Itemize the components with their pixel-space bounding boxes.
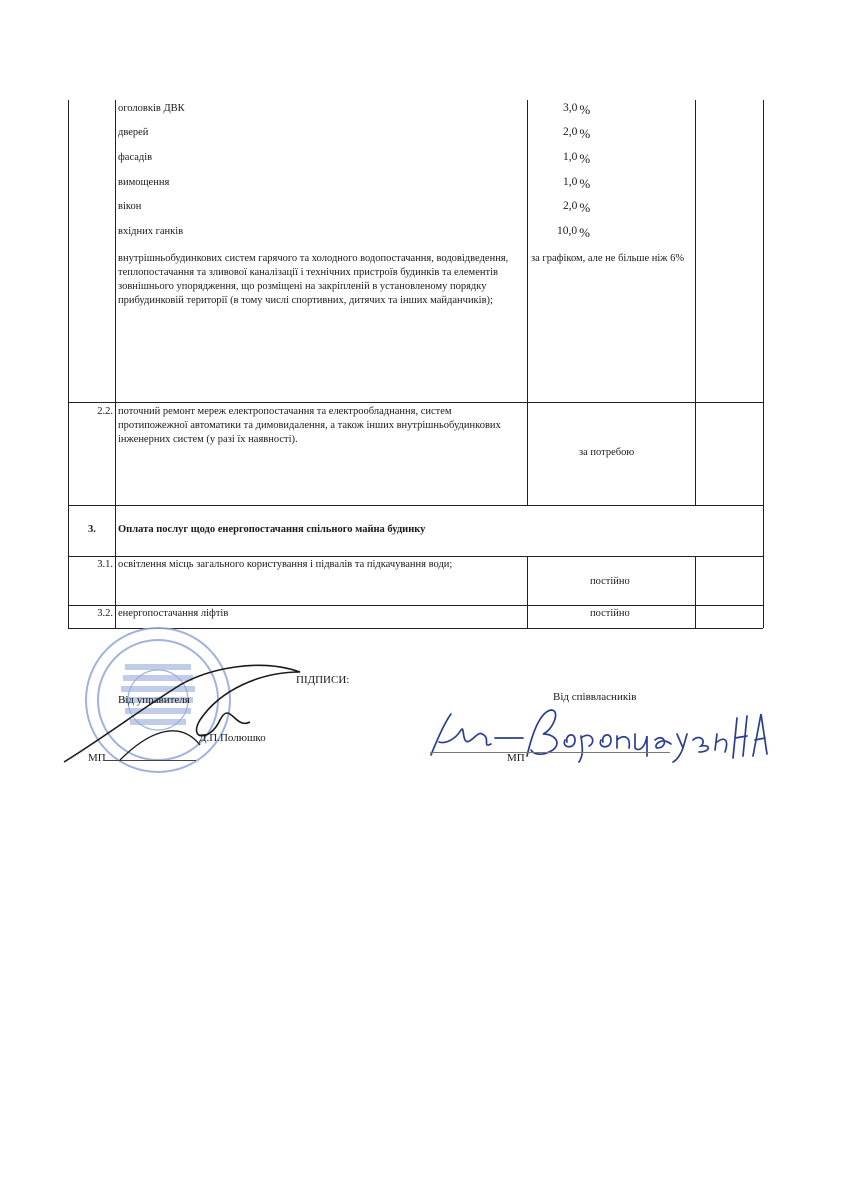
- item-value-number: 2,0: [563, 200, 578, 212]
- row-number: 3.1.: [97, 559, 113, 570]
- row-line: [68, 605, 763, 606]
- item-label: вікон: [118, 201, 142, 212]
- item-value-number: 1,0: [563, 176, 578, 188]
- row-value: постійно: [590, 576, 630, 587]
- item-value-unit: %: [579, 176, 591, 191]
- row-text: поточний ремонт мереж електропостачання та електрообладнання, систем протипожежної автоматики та димовидалення, а також інших внутрішньобудинкових інженерних систем (у разі їх наявності).: [118, 406, 501, 445]
- row-text: освітлення місць загального користування і підвалів та підкачування води;: [118, 559, 453, 570]
- item-value: [563, 100, 590, 115]
- manager-signature: [60, 650, 310, 770]
- item-value: [563, 198, 590, 213]
- section-title: Оплата послуг щодо енергопостачання спільного майна будинку: [118, 524, 426, 535]
- item-label: дверей: [118, 127, 149, 138]
- item-value-number: 1,0: [563, 151, 578, 163]
- owners-signature-line: [430, 752, 670, 753]
- systems-value: за графіком, але не більше ніж 6%: [531, 253, 685, 264]
- table-border-left: [68, 100, 69, 628]
- table-border-right: [763, 100, 764, 628]
- item-value-number: 3,0: [563, 102, 578, 114]
- item-label: фасадів: [118, 152, 153, 163]
- owners-stamp-label: МП: [507, 752, 525, 764]
- item-label: вимощення: [118, 177, 170, 188]
- row-line: [68, 505, 763, 506]
- row-line: [68, 556, 763, 557]
- row-number: 2.2.: [97, 406, 113, 417]
- item-value-number: 2,0: [563, 126, 578, 138]
- table-divider-text-lower: [527, 556, 528, 628]
- item-value-unit: %: [579, 225, 590, 240]
- row-line: [68, 402, 763, 403]
- row-value: за потребою: [579, 447, 635, 458]
- item-value: [557, 223, 590, 238]
- item-value-unit: %: [579, 151, 591, 166]
- table-divider-value: [695, 100, 696, 505]
- row-number: 3.2.: [97, 608, 113, 619]
- systems-text: внутрішньобудинкових систем гарячого та холодного водопостачання, водовідведення, теплопостачання та зливової каналізації і технічних пристроїв будинків та елементів зовнішнього упорядження, що розміщені на закріпленій в установленому порядку прибудинковій території (в тому числі спортивних, дитячих та інших майданчиків);: [118, 253, 509, 306]
- item-value-number: 10,0: [557, 225, 578, 237]
- item-label: оголовків ДВК: [118, 103, 185, 114]
- manager-label: Від управителя: [118, 694, 190, 706]
- owners-label: Від співвласників: [553, 691, 637, 703]
- item-value: [563, 124, 590, 139]
- table-divider-num: [115, 100, 116, 628]
- row-value: постійно: [590, 608, 630, 619]
- row-text: енергопостачання ліфтів: [118, 608, 229, 619]
- manager-stamp-label: МП: [88, 752, 106, 764]
- item-value-unit: %: [579, 126, 591, 141]
- item-value-unit: %: [579, 102, 591, 117]
- item-value: [563, 174, 590, 189]
- table-divider-value-lower: [695, 556, 696, 628]
- item-value: [563, 149, 590, 164]
- signatures-heading: ПІДПИСИ:: [296, 674, 350, 686]
- manager-name: Д.П.Полюшко: [199, 732, 266, 744]
- section-number: 3.: [88, 524, 96, 535]
- item-value-unit: %: [579, 200, 591, 215]
- table-divider-text: [527, 100, 528, 505]
- item-label: вхідних ганків: [118, 226, 184, 237]
- owners-signature: [425, 700, 770, 765]
